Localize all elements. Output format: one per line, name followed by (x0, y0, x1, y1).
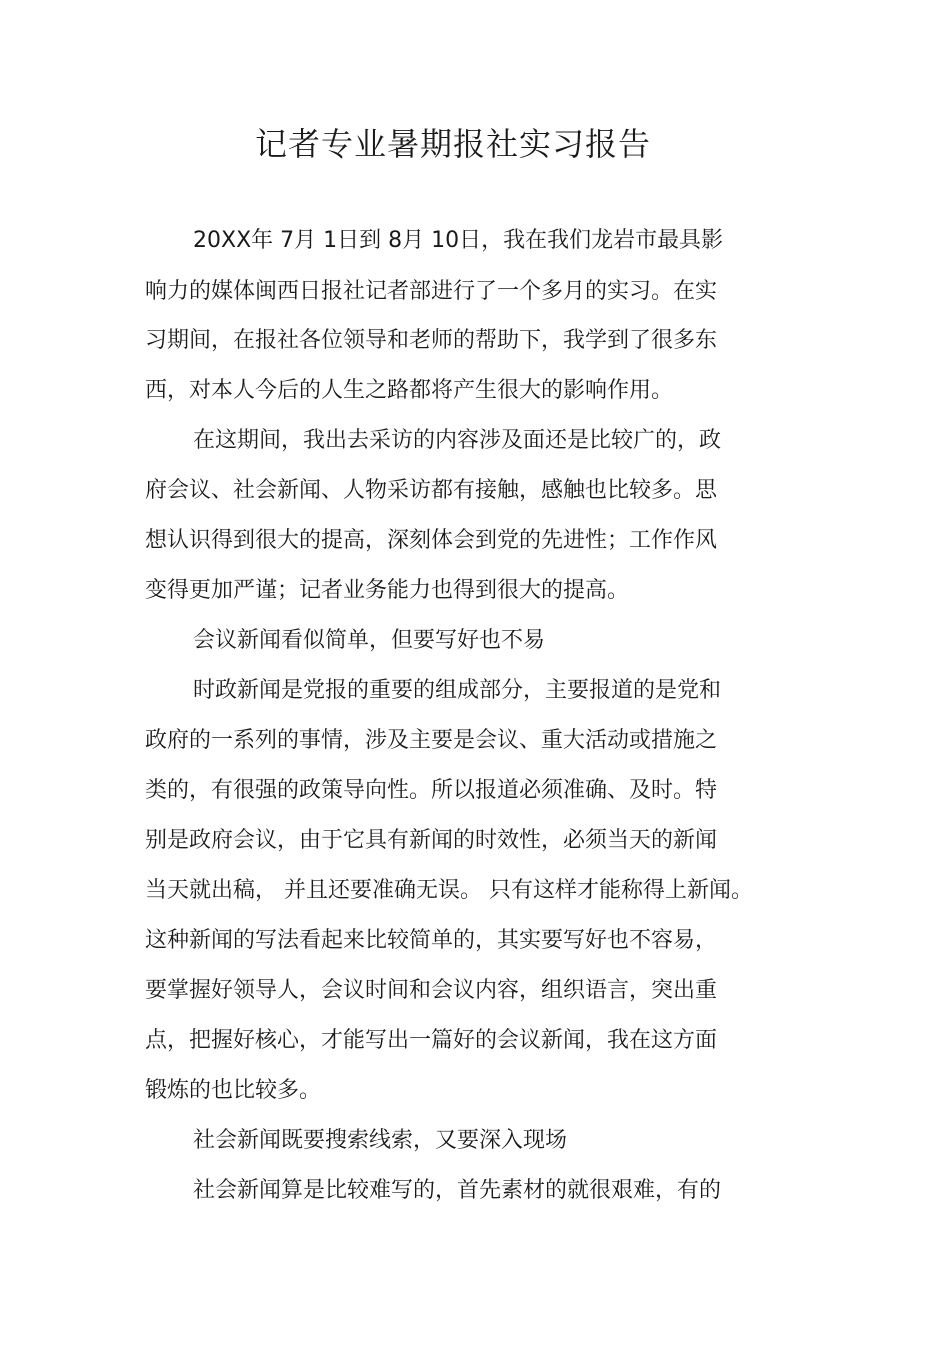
paragraph-line: 在这期间，我出去采访的内容涉及面还是比较广的，政 (193, 428, 722, 453)
paragraph-line: 习期间，在报社各位领导和老师的帮助下，我学到了很多东 (145, 328, 718, 353)
paragraph-line: 别是政府会议，由于它具有新闻的时效性，必须当天的新闻 (145, 828, 718, 853)
paragraph-line: 时政新闻是党报的重要的组成部分，主要报道的是党和 (193, 678, 722, 703)
paragraph-line: 响力的媒体闽西日报社记者部进行了一个多月的实习。在实 (145, 279, 718, 304)
paragraph-line: 当天就出稿， 并且还要准确无误。 只有这样才能称得上新闻。 (145, 878, 753, 903)
document-title: 记者专业暑期报社实习报告 (254, 125, 651, 163)
paragraph-line: 政府的一系列的事情，涉及主要是会议、重大活动或措施之 (145, 728, 718, 753)
section-heading: 社会新闻既要搜索线索，又要深入现场 (193, 1128, 568, 1153)
paragraph-line: 变得更加严谨；记者业务能力也得到很大的提高。 (145, 578, 630, 603)
paragraph-line: 20XX年 7月 1日到 8月 10日，我在我们龙岩市最具影 (193, 228, 724, 253)
paragraph-line: 想认识得到很大的提高，深刻体会到党的先进性；工作作风 (145, 528, 718, 553)
paragraph-line: 锻炼的也比较多。 (145, 1078, 322, 1103)
paragraph-line: 府会议、社会新闻、人物采访都有接触，感触也比较多。思 (145, 478, 718, 503)
paragraph-line: 社会新闻算是比较难写的，首先素材的就很艰难，有的 (193, 1178, 722, 1203)
paragraph-line: 点，把握好核心，才能写出一篇好的会议新闻，我在这方面 (145, 1028, 718, 1053)
paragraph-line: 这种新闻的写法看起来比较简单的，其实要写好也不容易， (145, 928, 718, 953)
section-heading: 会议新闻看似简单，但要写好也不易 (193, 628, 546, 653)
paragraph-line: 类的，有很强的政策导向性。所以报道必须准确、及时。特 (145, 778, 718, 803)
paragraph-line: 要掌握好领导人，会议时间和会议内容，组织语言，突出重 (145, 978, 718, 1003)
paragraph-line: 西，对本人今后的人生之路都将产生很大的影响作用。 (145, 378, 674, 403)
